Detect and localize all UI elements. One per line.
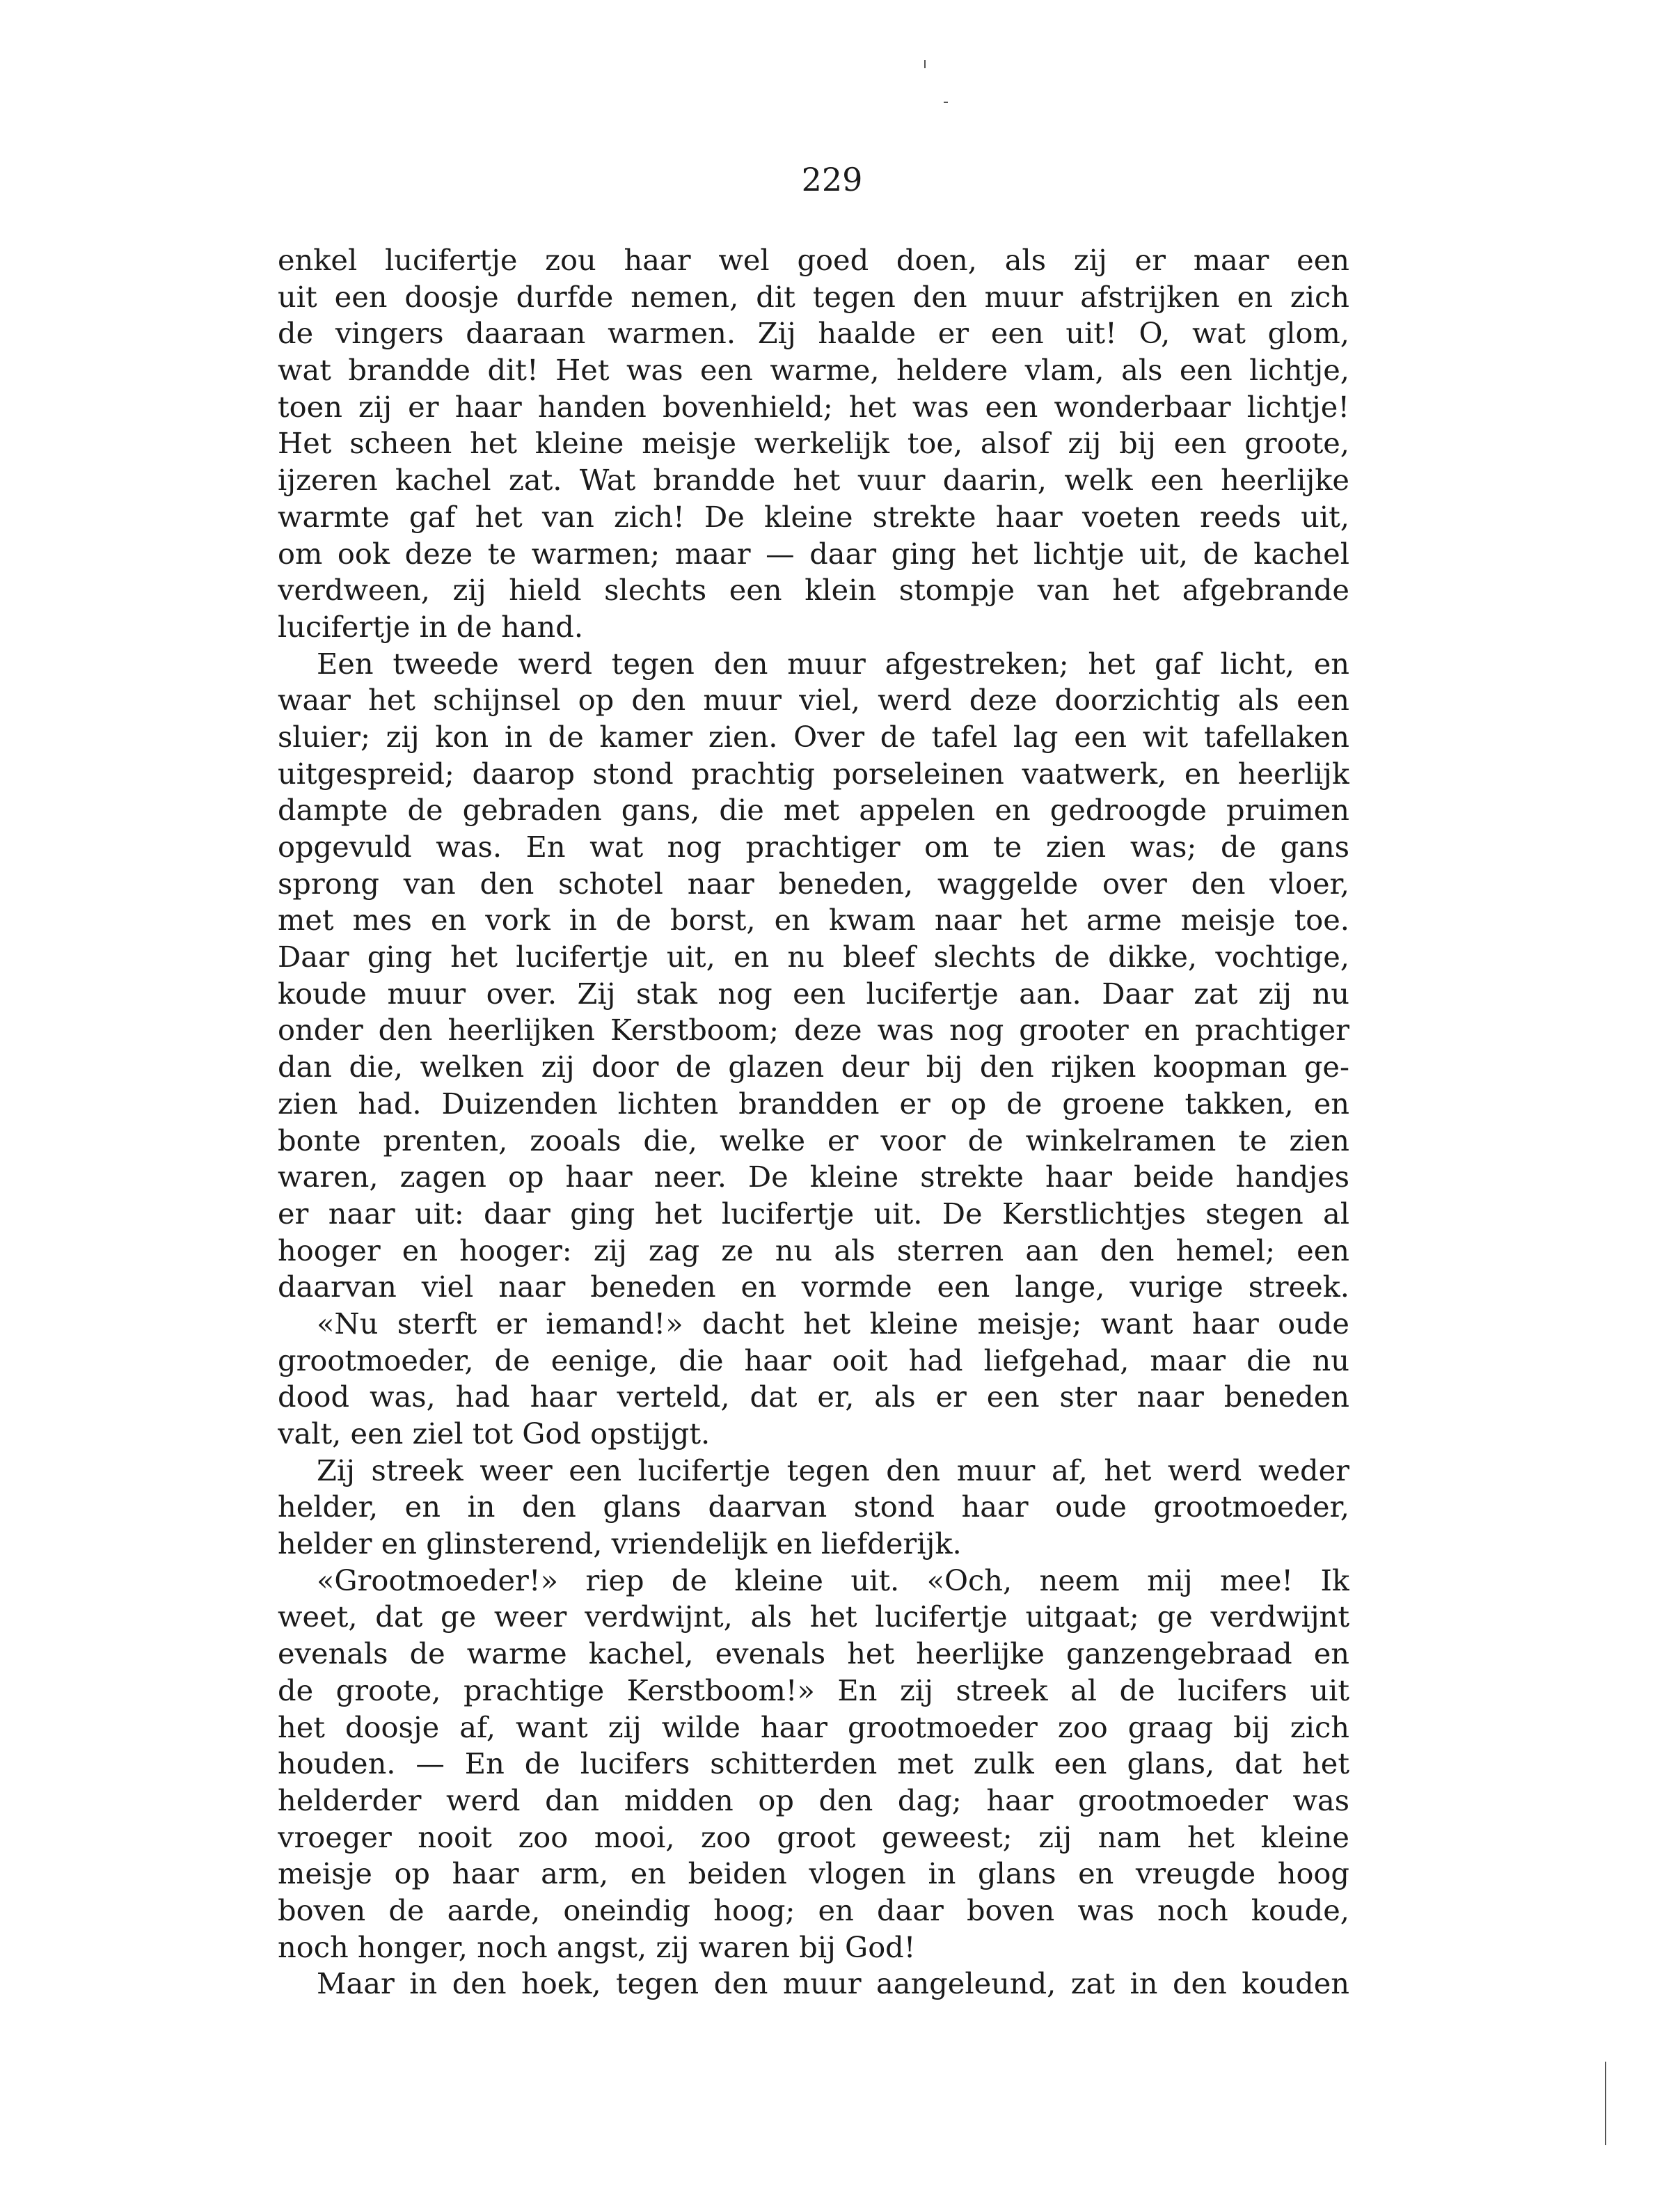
scan-mark [1605,2062,1606,2145]
page-number: 229 [801,161,863,198]
text-line: daarvan viel naar beneden en vormde een lange, vurige streek. [278,1270,1349,1304]
paragraph-start-line: «Nu sterft er iemand!» dacht het kleine meisje; want haar oude [317,1306,1349,1341]
text-line: Daar ging het lucifertje uit, en nu bleef slechts de dikke, vochtige, [278,940,1349,974]
text-line: boven de aarde, oneindig hoog; en daar boven was noch koude, [278,1893,1349,1927]
text-line: ijzeren kachel zat. Wat brandde het vuur daarin, welk een heerlijke [278,463,1349,498]
text-line: noch honger, noch angst, zij waren bij God! [278,1929,916,1964]
text-line: wat brandde dit! Het was een warme, heldere vlam, als een lichtje, [278,353,1349,388]
text-line: opgevuld was. En wat nog prachtiger om te zien was; de gans [278,830,1349,864]
text-line: Het scheen het kleine meisje werkelijk toe, alsof zij bij een groote, [278,426,1349,461]
text-line: evenals de warme kachel, evenals het heerlijke ganzengebraad en [278,1636,1349,1671]
text-line: houden. — En de lucifers schitterden met zulk een glans, dat het [278,1746,1349,1781]
text-line: met mes en vork in de borst, en kwam naar het arme meisje toe. [278,903,1349,938]
paragraph-start-line: Een tweede werd tegen den muur afgestreken; het gaf licht, en [317,646,1349,681]
text-line: waar het schijnsel op den muur viel, werd deze doorzichtig als een [278,683,1349,718]
paragraph-start-line: «Grootmoeder!» riep de kleine uit. «Och, neem mij mee! Ik [317,1563,1349,1597]
text-line: vroeger nooit zoo mooi, zoo groot geweest; zij nam het kleine [278,1819,1349,1854]
text-line: valt, een ziel tot God opstijgt. [278,1416,711,1451]
text-line: toen zij er haar handen bovenhield; het was een wonderbaar lichtje! [278,389,1349,424]
text-line: verdween, zij hield slechts een klein stompje van het afgebrande [278,573,1349,608]
text-line: grootmoeder, de eenige, die haar ooit had liefgehad, maar die nu [278,1343,1349,1377]
text-line: het doosje af, want zij wilde haar grootmoeder zoo graag bij zich [278,1709,1349,1744]
text-line: hooger en hooger: zij zag ze nu als sterren aan den hemel; een [278,1233,1349,1267]
text-line: de vingers daaraan warmen. Zij haalde er een uit! O, wat glom, [278,316,1349,351]
text-line: er naar uit: daar ging het lucifertje uit. De Kerstlichtjes stegen al [278,1196,1349,1231]
text-line: uit een doosje durfde nemen, dit tegen den muur afstrijken en zich [278,279,1349,314]
text-line: de groote, prachtige Kerstboom!» En zij streek al de lucifers uit [278,1673,1349,1707]
text-line: koude muur over. Zij stak nog een lucifertje aan. Daar zat zij nu [278,976,1349,1011]
text-line: sprong van den schotel naar beneden, waggelde over den vloer, [278,866,1349,901]
text-line: helder, en in den glans daarvan stond haar oude grootmoeder, [278,1490,1349,1524]
text-line: dampte de gebraden gans, die met appelen en gedroogde pruimen [278,793,1349,828]
text-line: warmte gaf het van zich! De kleine strekte haar voeten reeds uit, [278,499,1349,534]
text-line: enkel lucifertje zou haar wel goed doen, als zij er maar een [278,243,1349,277]
text-line: dan die, welken zij door de glazen deur bij den rijken koopman ge- [278,1050,1349,1084]
text-line: sluier; zij kon in de kamer zien. Over de tafel lag een wit tafellaken [278,719,1349,754]
text-line: helderder werd dan midden op den dag; haar grootmoeder was [278,1783,1349,1817]
paragraph-start-line: Zij streek weer een lucifertje tegen den muur af, het werd weder [317,1453,1349,1487]
text-line: onder den heerlijken Kerstboom; deze was nog grooter en prachtiger [278,1013,1349,1048]
text-line: om ook deze te warmen; maar — daar ging het lichtje uit, de kachel [278,536,1349,571]
paragraph-start-line: Maar in den hoek, tegen den muur aangeleund, zat in den kouden [317,1966,1349,2001]
text-line: uitgespreid; daarop stond prachtig porseleinen vaatwerk, en heerlijk [278,756,1349,791]
text-line: weet, dat ge weer verdwijnt, als het lucifertje uitgaat; ge verdwijnt [278,1599,1349,1634]
scan-mark [944,102,948,103]
text-line: meisje op haar arm, en beiden vlogen in glans en vreugde hoog [278,1856,1349,1891]
text-line: dood was, had haar verteld, dat er, als er een ster naar beneden [278,1380,1349,1414]
text-line: zien had. Duizenden lichten brandden er op de groene takken, en [278,1086,1349,1121]
text-line: waren, zagen op haar neer. De kleine strekte haar beide handjes [278,1160,1349,1194]
text-line: bonte prenten, zooals die, welke er voor de winkelramen te zien [278,1123,1349,1158]
text-line: helder en glinsterend, vriendelijk en liefderijk. [278,1526,962,1561]
body-text [278,242,1349,2002]
text-line: lucifertje in de hand. [278,609,584,644]
scan-mark [924,60,926,68]
